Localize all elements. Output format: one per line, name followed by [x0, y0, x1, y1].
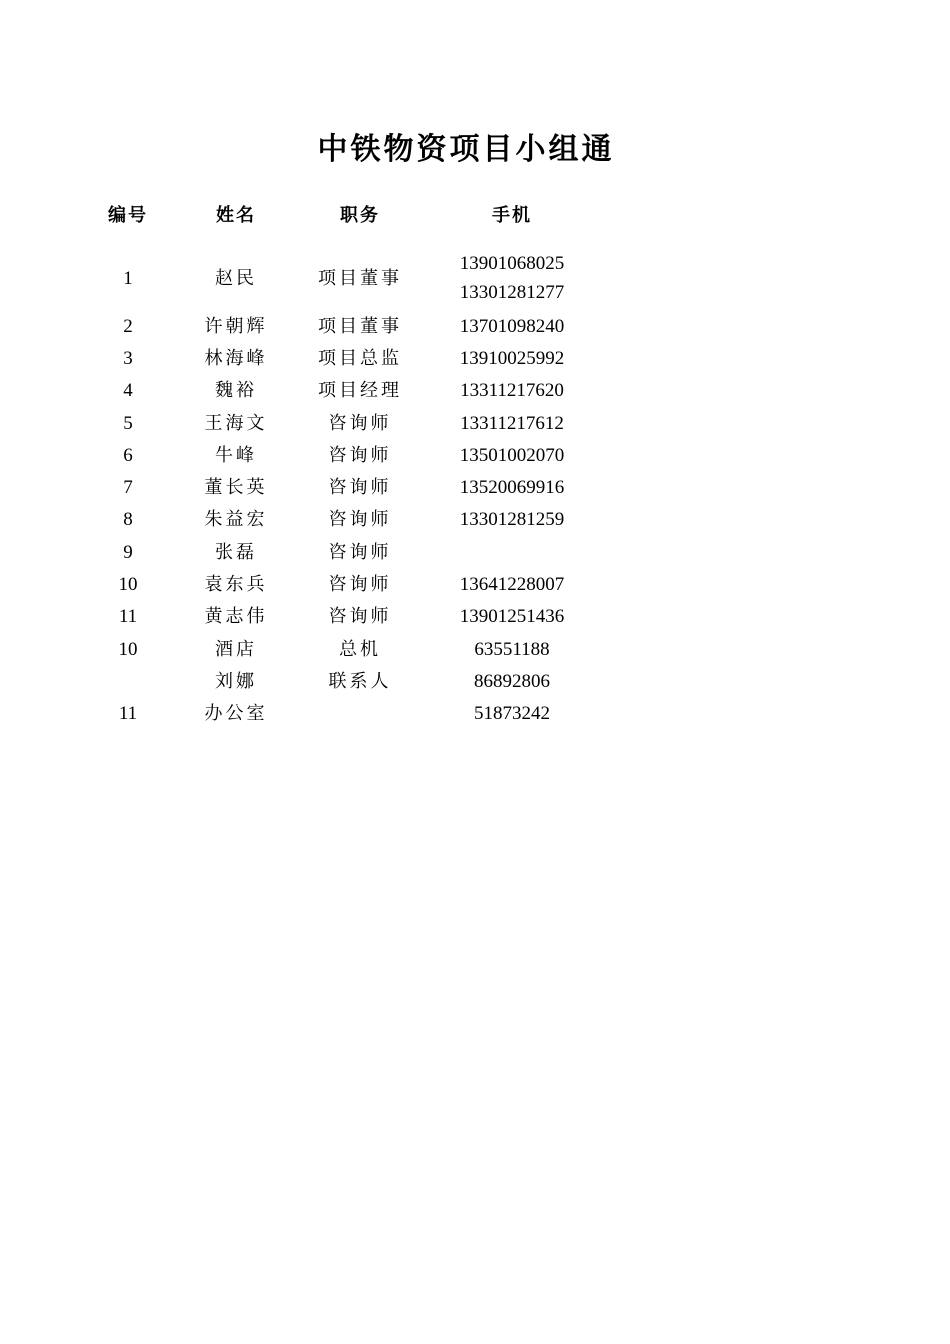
row-id: 2	[123, 315, 133, 337]
row-name: 林海峰	[204, 347, 268, 369]
row-id: 7	[123, 477, 133, 499]
table-row	[0, 536, 950, 568]
row-id: 11	[118, 703, 138, 725]
row-phone	[432, 568, 592, 600]
row-id: 8	[123, 509, 133, 531]
page-title: 中铁物资项目小组通	[317, 132, 615, 167]
row-role: 项目董事	[318, 315, 402, 337]
row-name: 董长英	[204, 477, 268, 499]
table-row	[0, 439, 950, 471]
phone-number: 13701098240	[459, 315, 565, 337]
row-phone	[432, 439, 592, 471]
row-name: 酒店	[215, 638, 257, 660]
row-phone	[432, 310, 592, 342]
row-phone	[432, 601, 592, 633]
row-name: 许朝辉	[204, 315, 268, 337]
phone-number: 13520069916	[459, 477, 565, 499]
table-row	[0, 504, 950, 536]
phone-number: 63551188	[474, 638, 550, 660]
row-role: 项目董事	[318, 267, 402, 289]
row-phone	[432, 665, 592, 697]
row-id: 6	[123, 444, 133, 466]
row-role: 咨询师	[328, 477, 392, 499]
row-role: 咨询师	[328, 444, 392, 466]
phone-number: 13910025992	[459, 347, 565, 369]
table-row	[0, 407, 950, 439]
phone-number: 13301281277	[459, 282, 565, 303]
row-id: 10	[118, 574, 138, 596]
table-row	[0, 568, 950, 600]
row-role: 项目经理	[318, 380, 402, 402]
row-role: 项目总监	[318, 347, 402, 369]
row-name: 刘娜	[215, 670, 257, 692]
row-id	[88, 665, 168, 697]
row-id: 5	[123, 412, 133, 434]
phone-number: 13641228007	[459, 574, 565, 596]
row-phone	[432, 504, 592, 536]
row-role: 联系人	[328, 670, 392, 692]
header-role: 职务	[340, 205, 380, 226]
row-phone	[432, 698, 592, 730]
row-id: 10	[118, 638, 138, 660]
row-name: 魏裕	[215, 380, 257, 402]
row-role: 咨询师	[328, 574, 392, 596]
row-phone	[432, 375, 592, 407]
row-role: 咨询师	[328, 606, 392, 628]
row-phone	[432, 342, 592, 374]
phone-number: 13311217620	[460, 380, 564, 402]
row-name: 王海文	[204, 412, 268, 434]
phone-number: 86892806	[474, 670, 550, 692]
row-name: 牛峰	[215, 444, 257, 466]
row-id: 3	[123, 347, 133, 369]
table-row	[0, 665, 950, 697]
contact-table	[0, 246, 950, 730]
row-role	[300, 698, 420, 730]
phone-number: 51873242	[474, 703, 550, 725]
row-name: 赵民	[215, 267, 257, 289]
row-role: 总机	[339, 638, 381, 660]
table-row	[0, 471, 950, 503]
phone-number: 13901251436	[459, 606, 565, 628]
table-row	[0, 601, 950, 633]
table-row	[0, 633, 950, 665]
phone-number: 13501002070	[459, 444, 565, 466]
row-role: 咨询师	[328, 412, 392, 434]
row-name: 黄志伟	[204, 606, 268, 628]
row-name: 朱益宏	[204, 509, 268, 531]
table-row	[0, 342, 950, 374]
row-phone	[432, 536, 592, 568]
row-role: 咨询师	[328, 541, 392, 563]
row-name: 袁东兵	[204, 574, 268, 596]
table-row	[0, 310, 950, 342]
phone-number: 13301281259	[459, 509, 565, 531]
header-id: 编号	[108, 205, 148, 226]
table-header	[0, 200, 950, 232]
row-name: 办公室	[204, 703, 268, 725]
row-id: 1	[123, 267, 133, 289]
row-phone	[432, 633, 592, 665]
row-role: 咨询师	[328, 509, 392, 531]
header-name: 姓名	[216, 205, 256, 226]
row-id: 11	[118, 606, 138, 628]
row-phone	[432, 471, 592, 503]
row-id: 4	[123, 380, 133, 402]
table-row	[0, 246, 950, 310]
table-row	[0, 698, 950, 730]
row-phone	[432, 407, 592, 439]
table-row	[0, 375, 950, 407]
header-phone: 手机	[492, 205, 532, 226]
phone-number: 13311217612	[460, 412, 564, 434]
row-id: 9	[123, 541, 133, 563]
row-name: 张磊	[215, 541, 257, 563]
row-phone	[432, 246, 592, 310]
phone-number: 13901068025	[459, 253, 565, 274]
